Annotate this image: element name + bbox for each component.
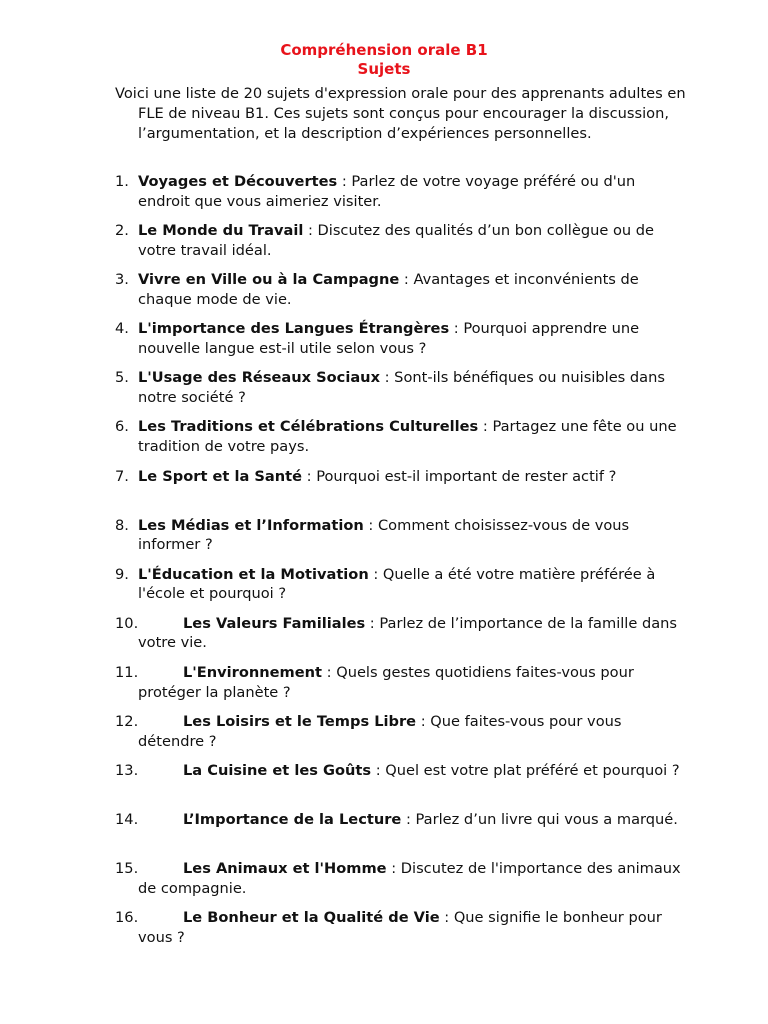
topic-number: 15. — [115, 860, 139, 878]
topic-number: 4. — [115, 320, 129, 338]
topic-description: : Partagez une fête ou une tradition de votre pays. — [138, 418, 677, 456]
topic-description: : Comment choisissez-vous de vous informer ? — [138, 516, 630, 554]
topic-description: : Parlez de votre voyage préféré ou d'un endroit que vous aimeriez visiter. — [138, 173, 636, 210]
topic-title: La Cuisine et les Goûts — [183, 762, 372, 780]
topic-item — [115, 172, 685, 212]
topic-description: : Avantages et inconvénients de chaque mode de vie. — [138, 271, 639, 308]
topic-number: 3. — [115, 271, 129, 289]
topic-description: : Quelle a été votre matière préférée à l'école et pourquoi ? — [138, 565, 656, 603]
title-line-1: Compréhension orale B1 — [280, 41, 488, 59]
topic-number: 8. — [115, 516, 129, 534]
topic-item — [115, 221, 685, 261]
topic-item — [115, 270, 685, 310]
topic-item — [115, 614, 685, 654]
topic-number: 10. — [115, 614, 139, 632]
topic-item — [115, 368, 685, 408]
topic-number: 6. — [115, 418, 129, 436]
topic-item — [115, 565, 685, 605]
topic-title: Les Loisirs et le Temps Libre — [183, 713, 417, 731]
title-line-2: Sujets — [357, 60, 411, 78]
topic-item — [115, 908, 685, 948]
topic-title: Vivre en Ville ou à la Campagne — [138, 271, 400, 289]
topic-description: : Discutez des qualités d’un bon collègue ou de votre travail idéal. — [138, 222, 655, 259]
topic-item — [115, 319, 685, 359]
topic-number: 14. — [115, 811, 139, 829]
topic-description: : Pourquoi apprendre une nouvelle langue est-il utile selon vous ? — [138, 320, 640, 357]
topic-title: Le Sport et la Santé — [138, 467, 303, 485]
topic-number: 5. — [115, 369, 129, 387]
topic-description: : Parlez d’un livre qui vous a marqué. — [401, 811, 678, 829]
topic-number: 13. — [115, 762, 139, 780]
topic-title: Voyages et Découvertes — [138, 173, 338, 190]
topic-item — [115, 663, 685, 703]
topic-item — [115, 810, 685, 850]
topic-number: 12. — [115, 713, 139, 731]
topic-item — [115, 516, 685, 556]
topic-description: : Que signifie le bonheur pour vous ? — [138, 909, 662, 946]
topic-title: Les Médias et l’Information — [138, 516, 364, 534]
topic-description: : Que faites-vous pour vous détendre ? — [138, 713, 622, 750]
topic-title: Le Monde du Travail — [138, 222, 304, 240]
topic-number: 9. — [115, 565, 129, 583]
topic-description: : Pourquoi est-il important de rester actif ? — [302, 467, 617, 485]
topic-number: 16. — [115, 909, 139, 927]
topic-title: L'importance des Langues Étrangères — [138, 320, 450, 338]
topic-item — [115, 761, 685, 801]
topic-title: L'Environnement — [183, 663, 323, 681]
topic-description: : Parlez de l’importance de la famille dans votre vie. — [138, 614, 678, 652]
topic-number: 11. — [115, 663, 139, 681]
topic-description: : Sont-ils bénéfiques ou nuisibles dans notre société ? — [138, 369, 665, 406]
topic-description: : Quel est votre plat préféré et pourquoi ? — [371, 762, 680, 780]
topic-item — [115, 859, 685, 899]
topic-item — [115, 417, 685, 457]
topic-number: 1. — [115, 173, 129, 190]
intro-paragraph: Voici une liste de 20 sujets d'expression orale pour des apprenants adultes en FLE de niveau B1. Ces sujets sont conçus pour encourager la discussion, l’argumentation, et la description d’expériences personnelles. — [115, 85, 686, 142]
topic-title: L'Usage des Réseaux Sociaux — [138, 369, 380, 387]
topic-description: : Discutez de l'importance des animaux de compagnie. — [138, 860, 681, 897]
topic-title: Les Animaux et l'Homme — [183, 860, 387, 878]
topic-title: L'Éducation et la Motivation — [138, 565, 369, 583]
topic-title: Les Traditions et Célébrations Culturelles — [138, 418, 479, 436]
topic-title: Les Valeurs Familiales — [183, 614, 366, 632]
document-title — [0, 41, 768, 79]
topic-title: L’Importance de la Lecture — [183, 811, 402, 829]
topic-list — [115, 172, 685, 958]
topic-title: Le Bonheur et la Qualité de Vie — [183, 909, 440, 927]
topic-item — [115, 712, 685, 752]
topic-number: 2. — [115, 222, 129, 240]
topic-item — [115, 467, 685, 507]
topic-description: : Quels gestes quotidiens faites-vous pour protéger la planète ? — [138, 663, 634, 701]
topic-number: 7. — [115, 467, 129, 485]
